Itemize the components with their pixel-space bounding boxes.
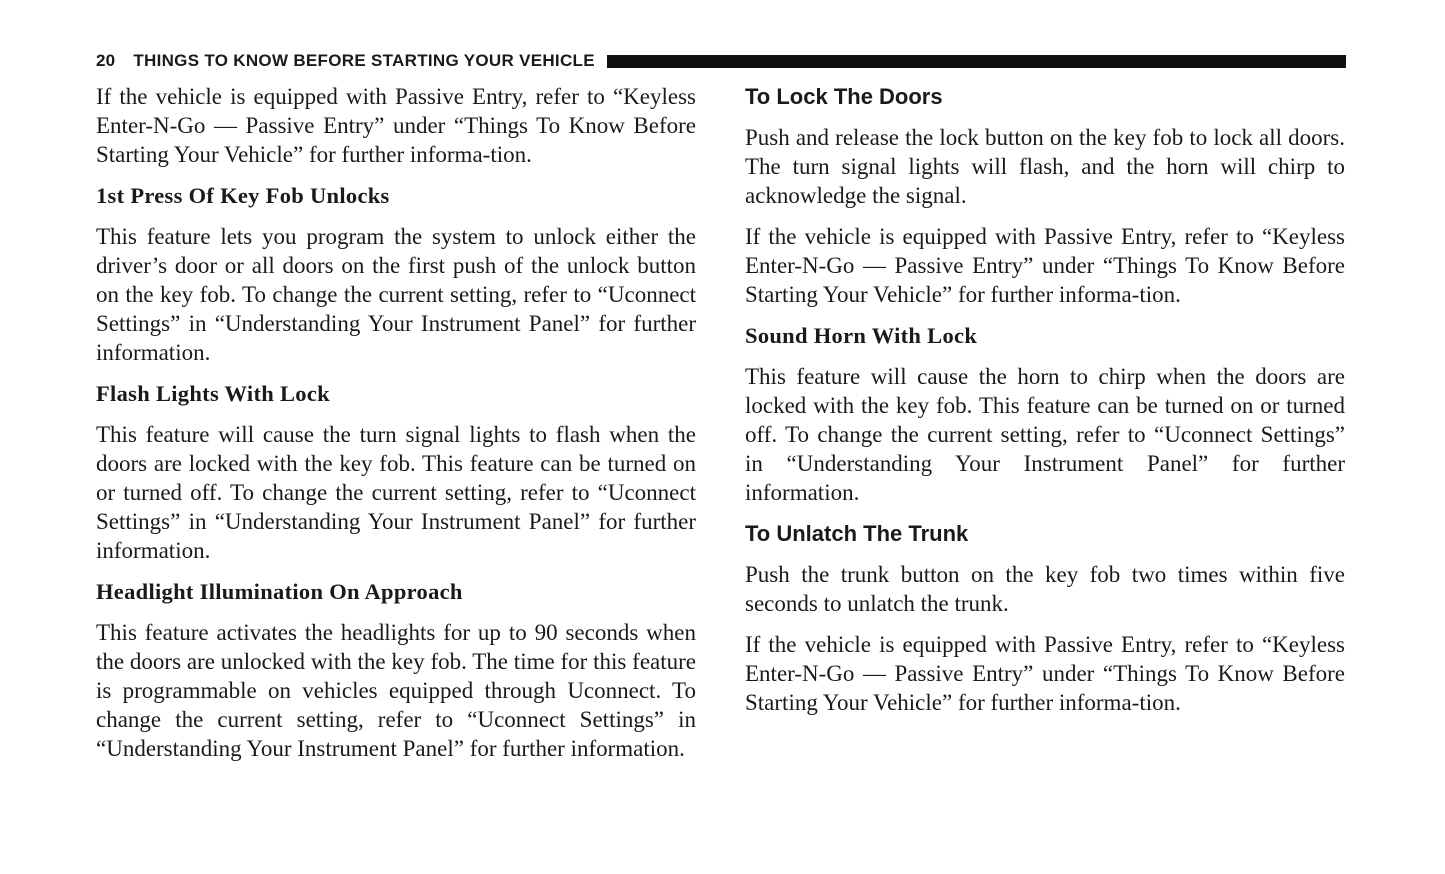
sound-horn-heading: Sound Horn With Lock xyxy=(745,323,978,348)
header-rule xyxy=(607,55,1346,68)
unlatch-trunk-heading: To Unlatch The Trunk xyxy=(745,521,969,546)
flash-lights-paragraph: This feature will cause the turn signal lights to flash when the doors are locked with the key fob. This feature can be turned on or turned off. To change the current setting, refer to “Uconnect Settings” in “Understanding Your Instrument Panel” for further information. xyxy=(96,422,696,563)
passive-entry-paragraph: If the vehicle is equipped with Passive Entry, refer to “Keyless Enter-N-Go — Passive Entry” under “Things To Know Before Starting Your Vehicle” for further informa-tion. xyxy=(96,84,696,167)
headlight-paragraph: This feature activates the headlights for up to 90 seconds when the doors are unlocked with the key fob. The time for this feature is programmable on vehicles equipped through Uconnect. To change the current setting, refer to “Uconnect Settings” in “Understanding Your Instrument Panel” for further information. xyxy=(96,620,696,761)
flash-lights-heading: Flash Lights With Lock xyxy=(96,381,330,406)
headlight-heading: Headlight Illumination On Approach xyxy=(96,579,463,604)
trunk-passive-entry-paragraph: If the vehicle is equipped with Passive Entry, refer to “Keyless Enter-N-Go — Passive Entry” under “Things To Know Before Starting Your Vehicle” for further informa-tion. xyxy=(745,632,1345,715)
unlatch-trunk-paragraph: Push the trunk button on the key fob two times within five seconds to unlatch the trunk. xyxy=(745,562,1345,616)
right-column xyxy=(745,82,1345,729)
lock-doors-heading: To Lock The Doors xyxy=(745,84,943,109)
section-title: THINGS TO KNOW BEFORE STARTING YOUR VEHICLE xyxy=(133,51,595,70)
lock-doors-paragraph: Push and release the lock button on the key fob to lock all doors. The turn signal lights will flash, and the horn will chirp to acknowledge the signal. xyxy=(745,125,1345,208)
first-press-heading: 1st Press Of Key Fob Unlocks xyxy=(96,183,390,208)
first-press-paragraph: This feature lets you program the system to unlock either the driver’s door or all doors on the first push of the unlock button on the key fob. To change the current setting, refer to “Uconnect Settings” in “Understanding Your Instrument Panel” for further information. xyxy=(96,224,696,365)
sound-horn-paragraph: This feature will cause the horn to chirp when the doors are locked with the key fob. This feature can be turned on or turned off. To change the current setting, refer to “Uconnect Settings” in “Understanding Your Instrument Panel” for further information. xyxy=(745,364,1345,505)
page-header xyxy=(96,50,1346,72)
left-column xyxy=(96,82,696,775)
page-number: 20 xyxy=(96,51,116,70)
lock-passive-entry-paragraph: If the vehicle is equipped with Passive Entry, refer to “Keyless Enter-N-Go — Passive Entry” under “Things To Know Before Starting Your Vehicle” for further informa-tion. xyxy=(745,224,1345,307)
